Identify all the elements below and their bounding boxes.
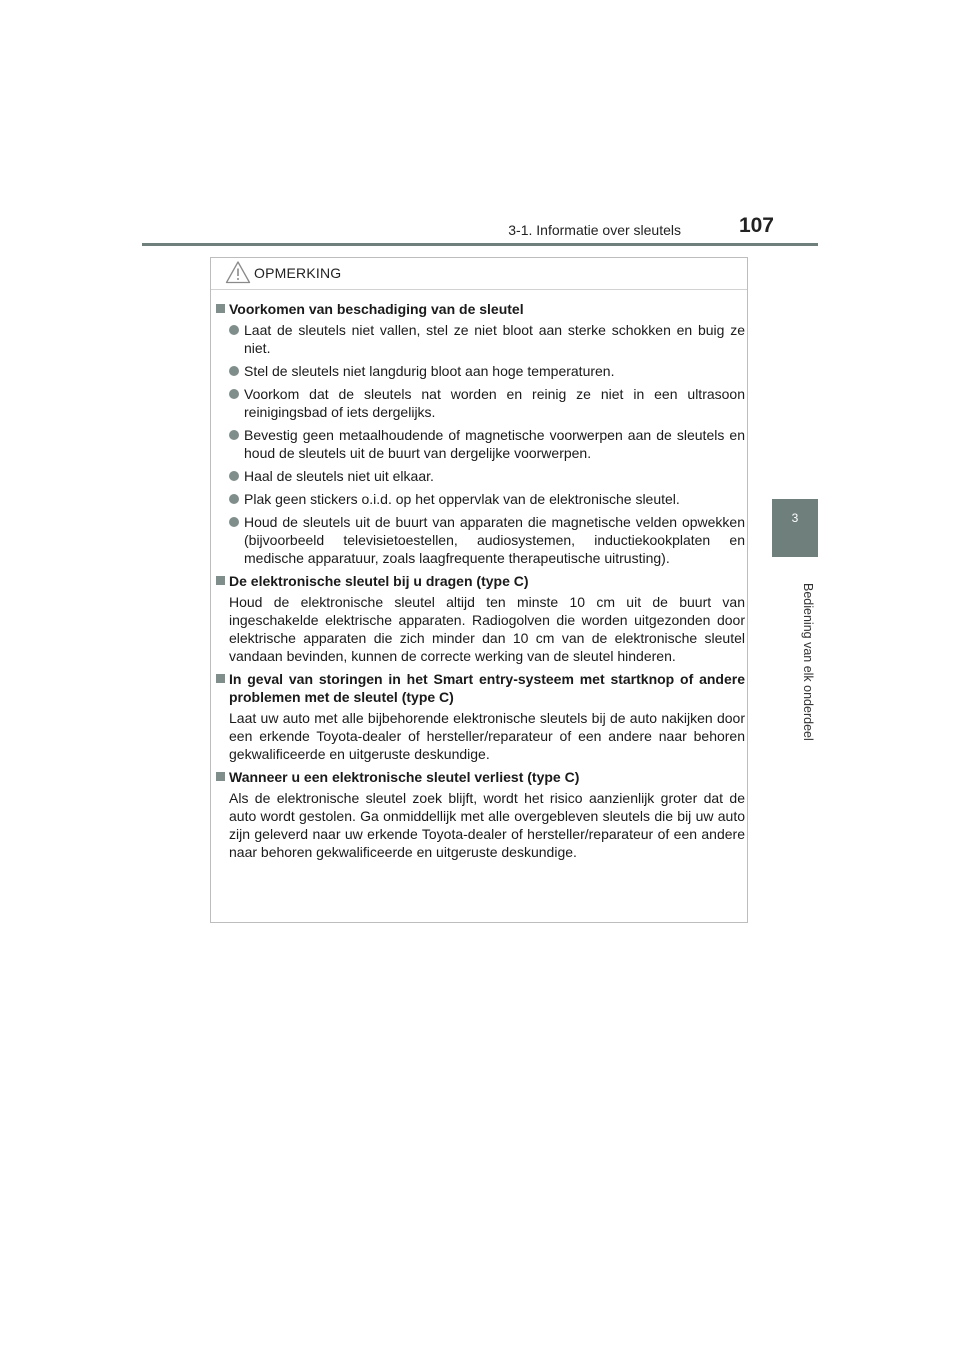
section-heading	[215, 572, 745, 590]
heading-text: In geval van storingen in het Smart entry-systeem met startknop of andere problemen met de sleutel (type C)	[229, 671, 745, 705]
circle-bullet-icon	[229, 325, 239, 335]
bullet-text: Voorkom dat de sleutels nat worden en reinig ze niet in een ultrasoon reinigingsbad of iets dergelijks.	[244, 386, 745, 420]
circle-bullet-icon	[229, 517, 239, 527]
heading-text: Voorkomen van beschadiging van de sleutel	[229, 301, 524, 317]
section-heading	[215, 300, 745, 318]
bullet-text: Houd de sleutels uit de buurt van apparaten die magnetische velden opwekken (bijvoorbeeld televisietoestellen, audiosystemen, inductiekookplaten en medische apparatuur, zoals laagfrequente therapeutische uitrusting).	[244, 514, 745, 566]
circle-bullet-icon	[229, 494, 239, 504]
notice-body	[215, 300, 745, 866]
list-item	[215, 513, 745, 567]
list-item	[215, 426, 745, 462]
section-heading	[215, 670, 745, 706]
list-item	[215, 362, 745, 380]
notice-box	[210, 257, 748, 923]
notice-header	[211, 258, 747, 290]
section-heading	[215, 768, 745, 786]
list-item	[215, 490, 745, 508]
bullet-text: Stel de sleutels niet langdurig bloot aan hoge temperaturen.	[244, 363, 615, 379]
circle-bullet-icon	[229, 389, 239, 399]
bullet-text: Haal de sleutels niet uit elkaar.	[244, 468, 434, 484]
bullet-text: Plak geen stickers o.i.d. op het oppervlak van de elektronische sleutel.	[244, 491, 680, 507]
section-text: Als de elektronische sleutel zoek blijft, wordt het risico aanzienlijk groter dat de auto wordt gestolen. Ga onmiddellijk met alle overgebleven sleutels die bij uw auto zijn geleverd naar uw erkende Toyota-dealer of hersteller/reparateur of een andere naar behoren gekwalificeerde en uitgeruste deskundige.	[229, 790, 745, 860]
section-text: Houd de elektronische sleutel altijd ten minste 10 cm uit de buurt van ingeschakelde elektrische apparaten. Radiogolven die worden uitgezonden door elektrische apparaten die zich minder dan 10 cm van de elektronische sleutel vandaan bevinden, kunnen de correcte werking van de sleutel hinderen.	[229, 594, 745, 664]
circle-bullet-icon	[229, 471, 239, 481]
page-header	[142, 212, 818, 246]
heading-text: De elektronische sleutel bij u dragen (type C)	[229, 573, 529, 589]
list-item	[215, 385, 745, 421]
square-bullet-icon	[216, 576, 225, 585]
square-bullet-icon	[216, 772, 225, 781]
section-title: 3-1. Informatie over sleutels	[508, 222, 681, 238]
heading-text: Wanneer u een elektronische sleutel verliest (type C)	[229, 769, 580, 785]
list-item	[215, 321, 745, 357]
notice-title: OPMERKING	[254, 265, 342, 281]
circle-bullet-icon	[229, 430, 239, 440]
header-rule	[142, 243, 818, 246]
list-item	[215, 467, 745, 485]
chapter-tab: 3	[772, 499, 818, 557]
bullet-text: Bevestig geen metaalhoudende of magnetische voorwerpen aan de sleutels en houd de sleutels uit de buurt van dergelijke voorwerpen.	[244, 427, 745, 461]
section-text: Laat uw auto met alle bijbehorende elektronische sleutels bij de auto nakijken door een erkende Toyota-dealer of hersteller/reparateur of een andere naar behoren gekwalificeerde en uitgeruste deskundige.	[229, 710, 745, 762]
square-bullet-icon	[216, 304, 225, 313]
page-number: 107	[738, 214, 774, 237]
circle-bullet-icon	[229, 366, 239, 376]
chapter-label: Bediening van elk onderdeel	[801, 583, 815, 741]
bullet-text: Laat de sleutels niet vallen, stel ze niet bloot aan sterke schokken en buig ze niet.	[244, 322, 745, 356]
square-bullet-icon	[216, 674, 225, 683]
warning-triangle-icon	[225, 260, 251, 284]
